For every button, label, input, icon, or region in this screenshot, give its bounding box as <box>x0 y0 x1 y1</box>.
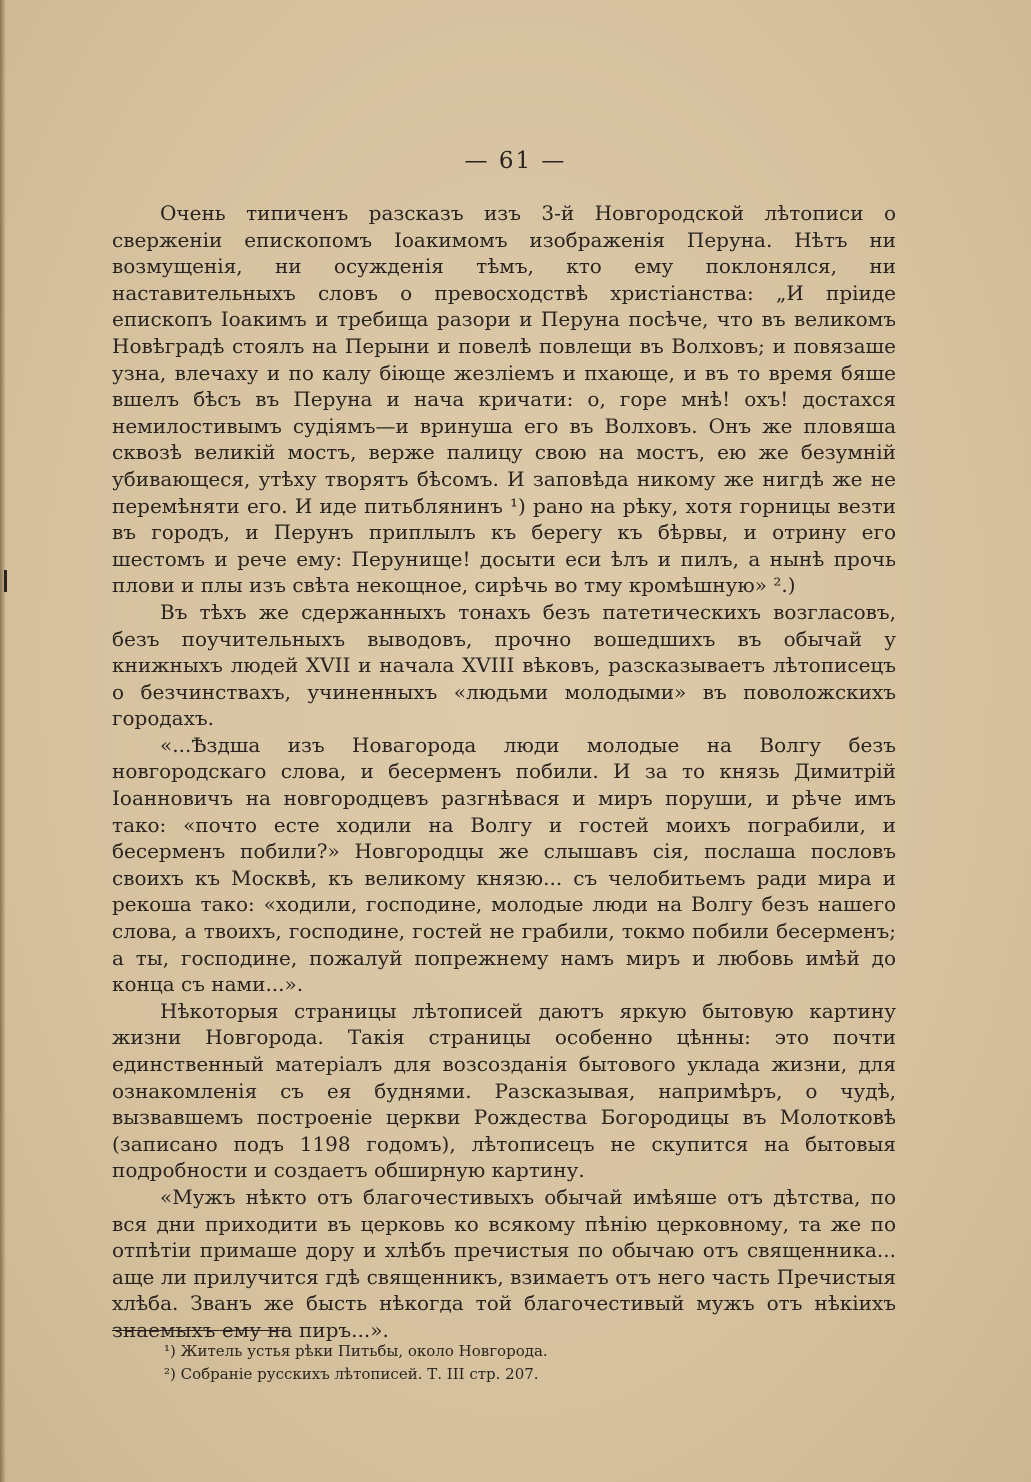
footnote-rule <box>112 1330 287 1331</box>
footnote-1: ¹) Житель устья рѣки Питьбы, около Новгорода. <box>164 1342 548 1360</box>
footnotes <box>164 1340 864 1386</box>
paragraph-2: Въ тѣхъ же сдержанныхъ тонахъ безъ патетическихъ возгласовъ, безъ поучительныхъ выводовъ, прочно вошедшихъ въ обычай у книжныхъ людей XVII и начала XVIII вѣковъ, разсказываетъ лѣтописецъ о безчинствахъ, учиненныхъ «людьми молодыми» въ поволожскихъ городахъ. <box>112 599 896 731</box>
paragraph-5: «Мужъ нѣкто отъ благочестивыхъ обычай имѣяше отъ дѣтства, по вся дни приходити въ церковь ко всякому пѣнію церковному, та же по отпѣтіи примаше дору и хлѣбъ пречистыя по обычаю отъ священника... аще ли прилучится гдѣ священникъ, взимаетъ отъ него часть Пречистыя хлѣба. Званъ же бысть нѣкогда той благочестивый мужъ отъ нѣкіихъ знаемыхъ ему на пиръ...». <box>112 1184 896 1342</box>
main-text <box>112 200 896 1344</box>
paragraph-3: «...Ѣздша изъ Новагорода люди молодые на Волгу безъ новгородскаго слова, и бесерменъ побили. И за то князь Димитрій Іоанновичъ на новгородцевъ разгнѣвася и миръ поруши, и рѣче имъ тако: «почто есте ходили на Волгу и гостей моихъ пограбили, и бесерменъ побили?» Новгородцы же слышавъ сія, послаша пословъ своихъ къ Москвѣ, къ великому князю... съ челобитьемъ ради мира и рекоша тако: «ходили, господине, молодые люди на Волгу безъ нашего слова, а твоихъ, господине, гостей не грабили, токмо побили бесерменъ; а ты, господине, пожалуй попрежнему намъ миръ и любовь имѣй до конца съ нами...». <box>112 732 896 997</box>
page-number: — 61 — <box>464 148 567 174</box>
footnote-2: ²) Собраніе русскихъ лѣтописей. Т. III стр. 207. <box>164 1365 539 1383</box>
paragraph-1: Очень типиченъ разсказъ изъ 3-й Новгородской лѣтописи о сверженіи епископомъ Іоакимомъ изображенія Перуна. Нѣтъ ни возмущенія, ни осужденія тѣмъ, кто ему поклонялся, ни наставительныхъ словъ о превосходствѣ христіанства: „И пріиде епископъ Іоакимъ и требища разори и Перуна посѣче, что въ великомъ Новѣградѣ стоялъ на Перыни и повелѣ повлещи въ Волховъ; и повязаше узна, влечаху и по калу біюще жезліемъ и пхающе, и въ то время бяше вшелъ бѣсъ въ Перуна и нача кричати: о, горе мнѣ! охъ! достахся немилостивымъ судіямъ—и вринуша его въ Волховъ. Онъ же пловяша сквозѣ великій мостъ, верже палицу свою на мостъ, ею же безумній убивающеся, утѣху творятъ бѣсомъ. И заповѣда никому же нигдѣ же не перемѣняти его. И иде питьблянинъ ¹) рано на рѣку, хотя горницы везти въ городъ, и Перунъ приплылъ къ берегу къ бѣрвы, и отрину его шестомъ и рече ему: Перунище! досыти еси ѣлъ и пилъ, а нынѣ прочь плови и плы изъ свѣта некощное, сирѣчь во тму кромѣшную» ².) <box>112 201 896 598</box>
page-edge-shadow <box>0 0 6 1482</box>
paragraph-4: Нѣкоторыя страницы лѣтописей даютъ яркую бытовую картину жизни Новгорода. Такія страницы особенно цѣнны: это почти единственный матеріалъ для возсозданія бытового уклада жизни, для ознакомленія съ ея буднями. Разсказывая, напримѣръ, о чудѣ, вызвавшемъ построеніе церкви Рождества Богородицы въ Молотковѣ (записано подъ 1198 годомъ), лѣтописецъ не скупится на бытовыя подробности и создаетъ обширную картину. <box>112 998 896 1183</box>
margin-mark <box>4 570 7 592</box>
